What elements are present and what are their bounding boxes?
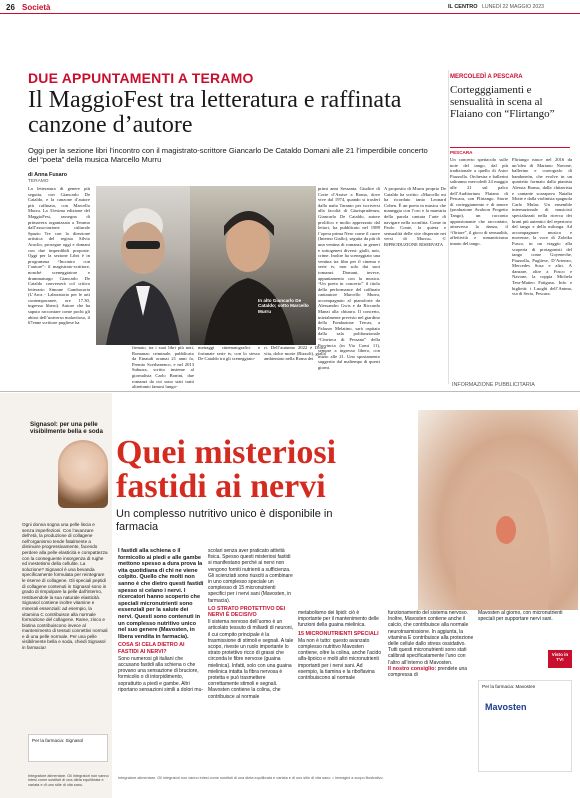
ad-paragraph: Mavosten al giorno, con micronutrienti speciali per supportare nervi sani. xyxy=(478,610,563,623)
tv-badge: Visto in TV! xyxy=(548,650,572,668)
ad-heading-2: LO STRATO PROTETTIVO DEI NERVI È DECISIVO xyxy=(208,605,286,619)
newspaper-name: IL CENTRO xyxy=(448,4,478,10)
article-byline: di Anna Fusaro xyxy=(28,172,68,178)
ad-column-4 xyxy=(388,610,474,678)
ad-footer: Integratore alimentare. Gli integratori non vanno intesi come sostituti di una dieta equilibrata e variata e di uno stile di vita sano. • Immagini a scopo illustrativo. xyxy=(118,776,384,780)
ad-paragraph: Sono numerosi gli italiani che accusano fastidi alla schiena o che provano una sensazione di bruciore, formicolio o di intorpidimento, soprattutto a piedi e gambe. Altri riportano sensazioni simili a dolori mu- xyxy=(118,655,204,693)
sidebar-column-1: Un concerto spettacolo sulle note del tango, dal più tradizionale a quello di Astor Piazzolla. Orchestra e ballerini saliranno mercoledì 24 maggio alle 21 sul palco dell’Auditorium Flaiano di Pescara, con Flirtango. Storie di corteggiamento e di amore (produzione Avaloon Progetto Tango), un racconto appassionante che raccontato, attraverso la danza, il “flirtare”, il gioco di sensualità, affettività e romanticismo innato del tango. xyxy=(450,157,508,246)
portrait-image xyxy=(190,186,316,345)
article-subhead: Oggi per la sezione libri l’incontro con il magistrato-scrittore Giancarlo De Cataldo Domani alle 21 l’imperdibile concerto del “poeta” della musica Marcello Murru xyxy=(28,146,428,164)
ad-column-3 xyxy=(298,610,384,681)
signasol-footer: Integratore alimentare. Gli integratori non vanno intesi come sostituti di una dieta equilibrata e variata e di uno stile di vita sano. xyxy=(28,774,109,787)
sidebar-title: Cortegggiamenti e sensualità in scena al Flaiano con “Flirtango” xyxy=(450,84,555,120)
photo-murru xyxy=(190,186,316,345)
ad-tip-heading: Il nostro consiglio: xyxy=(388,665,437,672)
signasol-body: Ogni donna sogna una pelle liscia e senza imperfezioni. Con l’avanzare dell’età, la produzione di collagene nell’organismo tende fatalmente a diminuire progressivamente, facendo perdere alla pelle elasticità e compattezza con la conseguente insorgenza di rughe ed inestetismi della cellulite. La soluzione? Signasol è una bevanda specificamente formulata per reintegrare le riserve di collagene. Gli speciali peptidi di collagene contenuti in Signasol sono in grado di rimpolpare la pelle dall’interno, restituendole la sua naturale elasticità. Signasol contiene inoltre vitamine e minerali essenziali: ad esempio, la vitamina C contribuisce alla normale formazione del collagene. Rame, zinco e biotina contribuiscono invece al mantenimento di tessuti connettivi normali e di una pelle normale. Per una pelle visibilmente bella e soda, chiedi Signasol in farmacia! xyxy=(22,522,108,651)
ad-heading-1: COSA SI CELA DIETRO AI FASTIDI AI NERVI? xyxy=(118,642,185,655)
back-illustration xyxy=(418,410,578,610)
page-number: 26 xyxy=(6,3,15,12)
portrait-image xyxy=(96,186,190,345)
ad-headline: Quei misteriosi fastidi ai nervi xyxy=(116,434,337,505)
byline-location: TERAMO xyxy=(28,179,49,184)
ad-heading-3: 15 MICRONUTRIENTI SPECIALI xyxy=(298,630,379,637)
article-column-5: primi anni Sessanta. Giudice di Corte d’Assise a Roma, dove vive dal 1974, quando si trasferì dalla natìa Taranto per iscriversi alla facoltà di Giurisprudenza, Giancarlo De Cataldo, autore prolifico e molto apprezzato dal lettori, ha pubblicato nel 1989 l’opera prima Nero come il cuore (Interno Giallo), seguita da più di una ventina di romanzi, in generi e sottogeneri diversi: gialli, noir, crime. Inoltre ha sceneggiato una ventina tra film per il cinema e serie tv, non solo dai suoi romanzi. Domani, invece, appuntamento con la musica. “Un poeta in concerto” il titolo della performance del raffinato cantautore Marcello Murru, accompagnato al pianoforte da Alessandro Gwis e da Riccardo Manzi alla chitarra. Il concerto, inizialmente previsto nel giardino della Fondazione Tercas, a Palazzo Melatino, sarà ospitato dalla sala polifunzionale “Cineteca di Pessano” della Provincia (in Via Comi 11), sempre a ingresso libero, con inizio alle 21. Uno spostamento suggerito dal maltempo di questi giorni. xyxy=(318,186,380,370)
mavosten-note: Per la farmacia: Mavosten xyxy=(482,684,536,689)
ad-column-1 xyxy=(118,548,204,693)
ad-subhead: Un complesso nutritivo unico è disponibile in farmacia xyxy=(116,508,333,533)
ad-column-5 xyxy=(478,610,572,622)
issue-date: LUNEDÌ 22 MAGGIO 2023 xyxy=(482,4,544,10)
photo-caption: In alto Giancarlo De Cataldo; sotto Marcello Murru xyxy=(258,298,309,314)
signasol-product-box xyxy=(28,734,108,762)
section-name: Società xyxy=(22,3,51,12)
back-pain-image xyxy=(418,410,578,610)
sidebar-location: PESCARA xyxy=(450,150,473,155)
ad-column-2 xyxy=(208,548,294,700)
ad-paragraph: metabolismo dei lipidi: ciò è importante per il mantenimento delle funzioni della guaina mielinica. xyxy=(298,610,379,629)
article-column-6: A proposito di Murru proprio De Cataldo ha scritto: «Marcello mi ha ricordato tanto Leonard Cohen. È un poeta in musica che maneggia con l’oro e la maestria della parola cantata l’arte di navigare nella sconfitta. Come in Paolo Conte, la quieta e sensualità delle vite disperate nei versi di Murru». © RIPRODUZIONE RISERVATA xyxy=(384,186,446,247)
article-headline: Il MaggioFest tra letteratura e raffinata canzone d’autore xyxy=(28,87,402,138)
ad-paragraph: Il sistema nervoso dell’uomo è un articolato tessuto di miliardi di neuroni, il cui compito principale è la trasmissione di stimoli e segnali. A tale scopo, riveste un ruolo importante lo strato protettivo ricco di grassi che circonda le fibre nervose (guaina mielinica). Infatti, solo con una guaina mielinica intatta la fibra nervosa è protetta e può trasmettere correttamente stimoli e segnali. Mavosten contiene la colina, che contribuisce al normale xyxy=(208,619,294,700)
ad-tip-text: prendete una compressa di xyxy=(388,665,468,679)
sidebar-kicker: MERCOLEDÌ A PESCARA xyxy=(450,74,523,80)
sidebar-column-2: Flirtango nasce nel 2016 da un’idea di Mariano Navone, ballerino e coreografo di bandoneón, che evolve in un quartetto formato dalla pianista Alessia Bonsu, dalla chitarrista e cantante sorzapavo Natalia Motte e dalla violinista spagnola Carlo Mulas. Un ensemble internazionale di musicisti specializzati nella ricerca dei brani più autentici del repertorio del tango e della milonga. Ad accompagnare musica e movenze, la voce di Zoleika Fusco, in un viaggio alla scoperta di protagonisti del tango come Goyeneche, Piazzolla, Pugliese, D’Arienzo, Mercedes Sosa e altri. A danzare, oltre a Fosco e Navone, la coppia Michela Tera-Matteo Fatiguso. Info e biglietti: i Luoghi dell’Anima, via di Serio, Pescara. xyxy=(512,157,572,297)
mavosten-product-box xyxy=(478,680,572,772)
signasol-title: Signasol: per una pelle visibilmente bella e soda xyxy=(30,421,103,436)
mavosten-brand: Mavosten xyxy=(485,702,527,712)
ad-paragraph: funzionamento del sistema nervoso. Inoltre, Mavosten contiene anche il calcio, che contribuisce alla normale neurotrasmissione. In aggiunta, la vitamina E contribuisce alla protezione delle cellule dallo stress ossidativo. Tutti questi micronutrienti sono stati calibrati specificatamente l’uno con l’altro all’interno di Mavosten. xyxy=(388,610,474,666)
article-column-1: La letteratura di genere più seguita, con Giancarlo De Cataldo, e la canzone d’autore più raffinata, con Marcello Murru. La 31esima edizione del MaggioFest, rassegna di primavera organizzata a Teramo dall’associazione culturale Spazio Tre con la direzione artistica del regista Silvio Araclio, prosegue oggi e domani con due imperdibili proposte. Oggi per la sezione Libri è in programma “Incontro con l’autore”: il magistrato-scrittore, nonché sceneggiatore e drammaturgo Giancarlo De Cataldo converserà col critico letterario Simone Gambacorta (L’Arca - Laboratorio per le arti contemporanee, ore 17.30, ingresso libero). Autore che ha saputo raccontare come pochi gli abissi dell’universo malavitoso, il 67enne scrittore pugliese ha xyxy=(28,186,91,326)
ad-divider xyxy=(0,391,580,392)
ad-lead: I fastidi alla schiena o il formicolio ai piedi e alle gambe mettono spesso a dura prova la vita quotidiana di chi ne viene colpito. Quello che molti non sanno è che dietro questi fastidi spesso si celano i nervi. I ricercatori hanno scoperto che speciali micronutrienti sono essenziali per la salute dei nervi. Questi sono contenuti in un complesso nutritivo unico nel suo genere (Mavosten, in libera vendita in farmacia). xyxy=(118,548,204,640)
woman-face-image xyxy=(58,440,108,508)
sidebar-divider xyxy=(450,147,570,148)
article-column-2: firmato, tra i suoi libri più noti, Romanzo criminale, pubblicato da Einaudi oramai 21 anni fa, Premio Scerbanenco, e nel 2013 Suburra, scritto insieme al giornalista Carlo Bonini, due romanzi da cui sono stati tratti altrettanto famosi lungo- xyxy=(132,345,194,390)
ad-label: INFORMAZIONE PUBBLICITARIA xyxy=(452,382,535,388)
ad-paragraph: scolari senza aver praticato attività fisica. Spesso questi misteriosi fastidi si manifestano perché ai nervi non vengono forniti nutrienti a sufficienza. Gli scienziati sono riusciti a combinare in uno complesso speciale un complesso di 15 micronutrienti specifici per i nervi sani (Mavosten, in farmacia). xyxy=(208,548,293,604)
article-column-4: ri. Dell’autunno 2022 è Dolce vita, dolce morte (Rizzoli), giallo ambientato nella Roma dei xyxy=(264,345,326,362)
article-column-3: metraggi cinematografici e fortunate serie tv, con lo stesso De Cataldo tra gli sceneggiato- xyxy=(198,345,260,362)
article-kicker: DUE APPUNTAMENTI A TERAMO xyxy=(28,70,254,86)
ad-paragraph: Ma non è tutto: questo avanzato complesso nutritivo Mavosten contiene, oltre la colina, anche l’acido alfa-lipoico e molti altri micronutrienti importanti per i nervi sani. Ad esempio, la tiamina e la riboflavina contribuiscono al normale xyxy=(298,637,382,682)
signasol-product-note: Per la farmacia: Signasol xyxy=(32,738,84,743)
photo-de-cataldo xyxy=(96,186,190,345)
